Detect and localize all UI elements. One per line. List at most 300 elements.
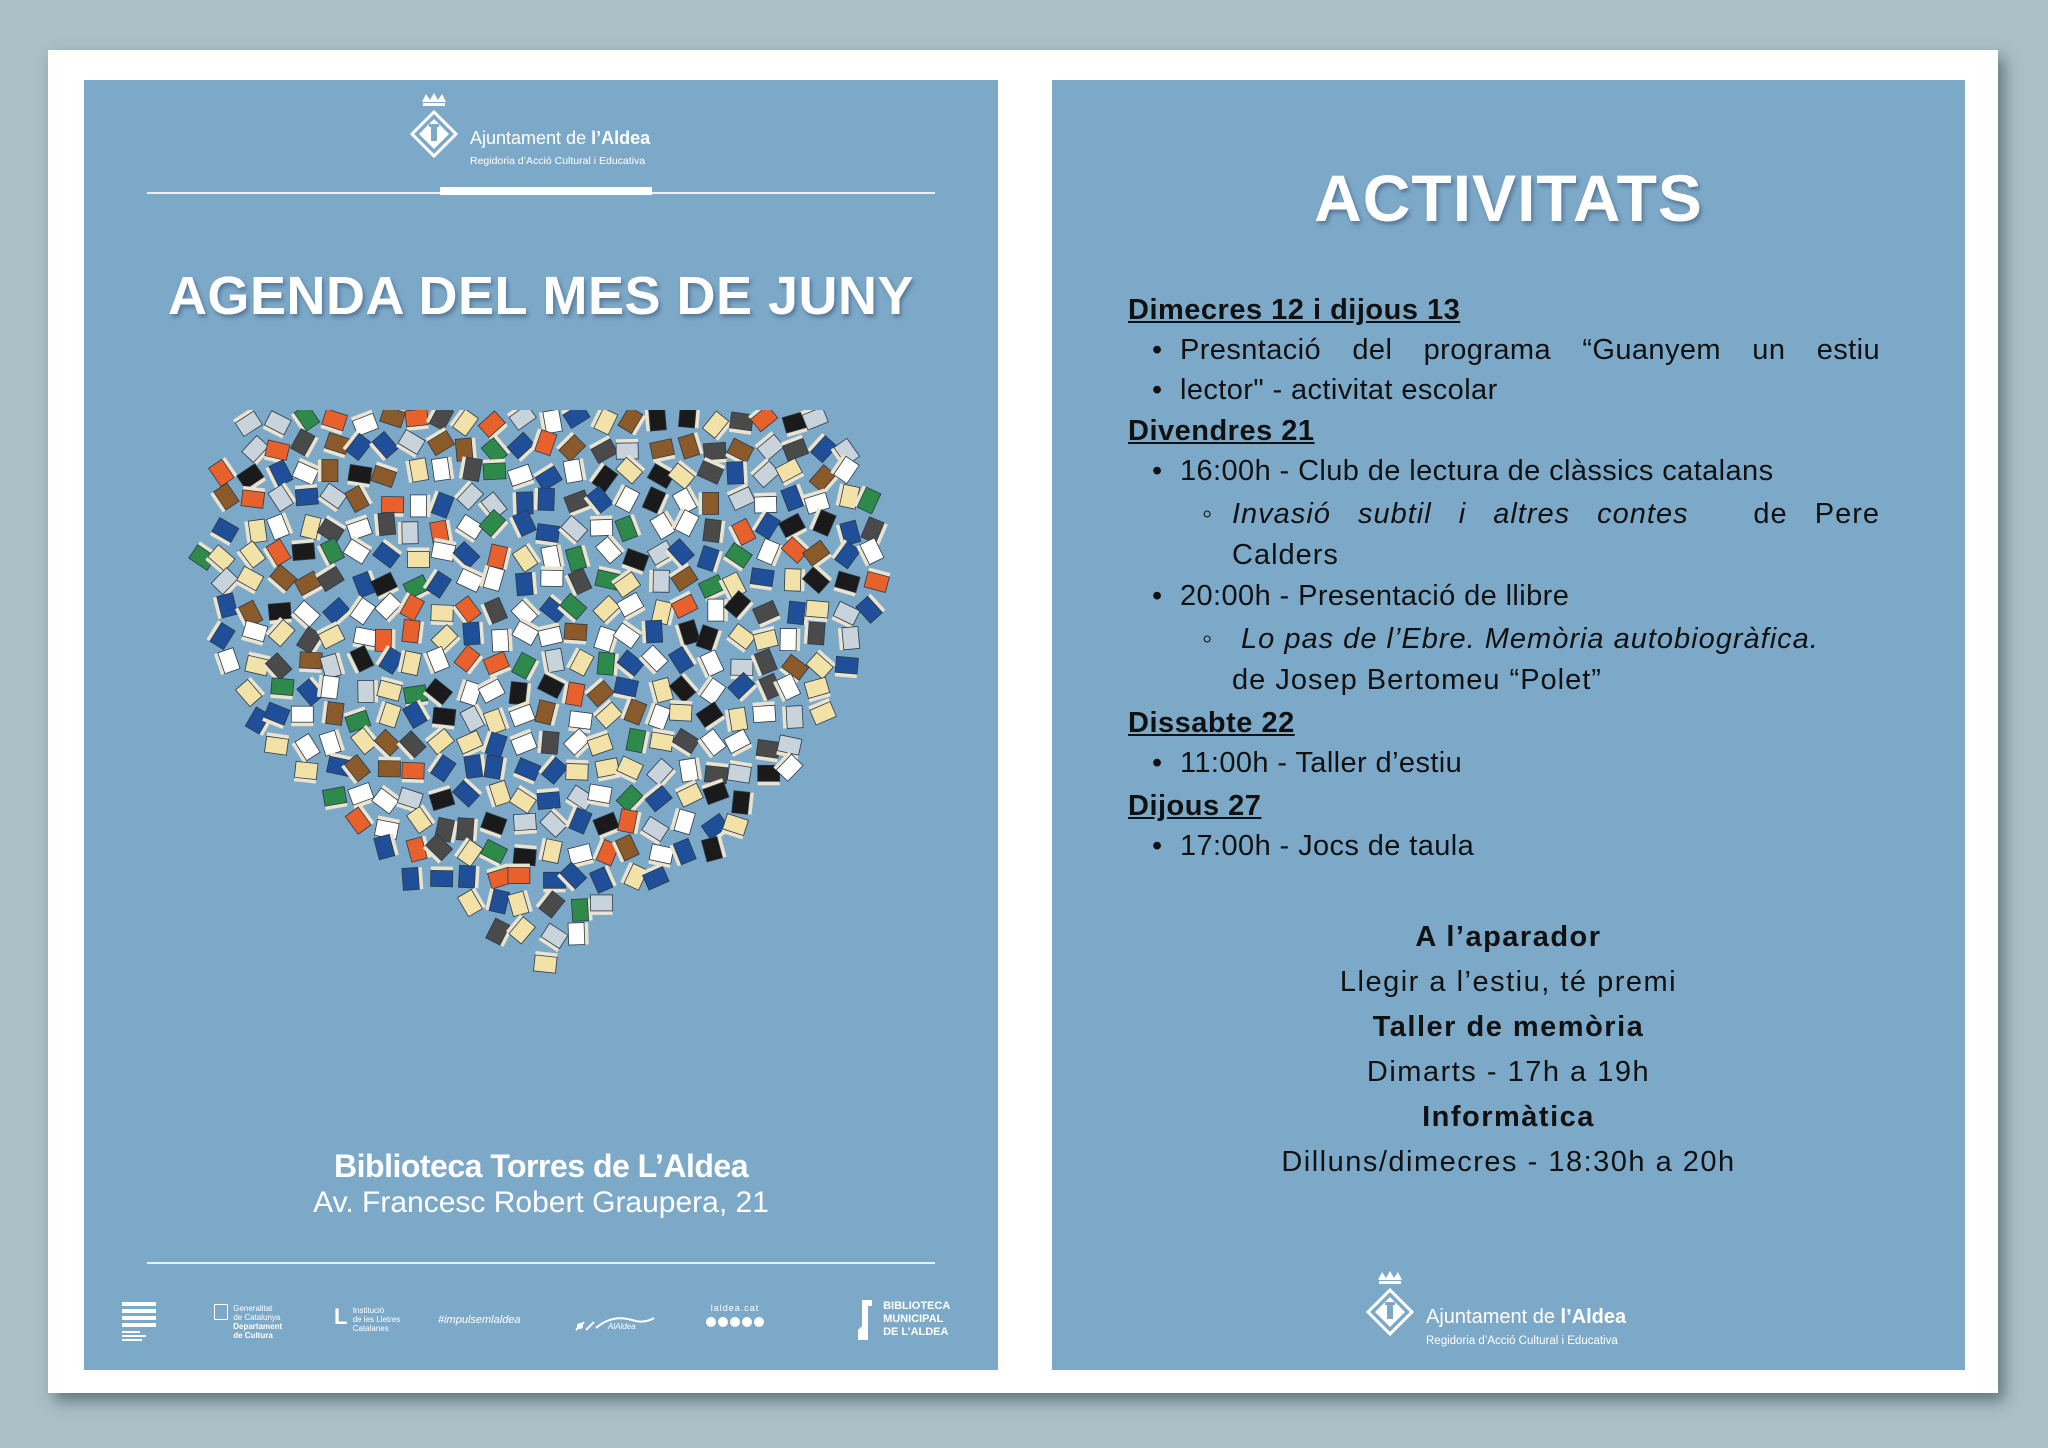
book-icon — [558, 515, 588, 545]
book-icon — [784, 569, 805, 592]
book-icon — [536, 888, 565, 918]
book-icon — [696, 650, 723, 678]
ajuntament-logo — [1362, 1270, 1626, 1347]
day-heading: Dimecres 12 i dijous 13 — [1128, 294, 1461, 326]
book-icon — [647, 758, 677, 788]
book-icon — [856, 594, 886, 624]
book-icon — [750, 568, 775, 591]
book-icon — [343, 431, 372, 461]
book-icon — [380, 410, 407, 428]
book-icon — [515, 572, 537, 596]
laldea-web-text: laldea.cat — [710, 1303, 760, 1313]
book-icon — [210, 483, 239, 512]
book-icon — [358, 680, 378, 702]
iln-line: Catalanes — [352, 1324, 389, 1333]
book-icon — [669, 700, 692, 721]
book-icon — [782, 706, 803, 729]
book-icon — [345, 805, 374, 835]
book-icon — [571, 898, 592, 921]
book-icon — [484, 755, 507, 780]
book-icon — [564, 568, 591, 596]
book-icon — [458, 865, 479, 888]
day-heading: Divendres 21 — [1128, 415, 1315, 447]
book-icon — [476, 675, 505, 703]
book-icon — [589, 435, 618, 463]
ongoing-activities — [1052, 915, 1965, 1185]
book-icon — [375, 701, 401, 728]
book-icon — [264, 440, 290, 464]
book-icon — [699, 492, 719, 514]
book-icon — [508, 864, 530, 884]
book-icon — [752, 701, 775, 722]
gencat-logo — [214, 1304, 282, 1340]
book-icon — [755, 431, 785, 460]
book-icon — [750, 458, 780, 488]
book-icon — [512, 617, 541, 645]
book-icon — [512, 652, 540, 681]
bml-line: BIBLIOTECA — [883, 1300, 951, 1312]
book-icon — [398, 522, 418, 544]
book-icon — [781, 484, 808, 512]
facebook-icon[interactable] — [706, 1317, 716, 1327]
logo-title: Ajuntament de l’Aldea — [1426, 1306, 1627, 1328]
book-icon — [621, 549, 649, 575]
book-icon — [369, 431, 399, 461]
book-icon — [732, 791, 754, 815]
book-icon — [427, 752, 456, 781]
book-icon — [617, 592, 646, 620]
sponsor-logos — [84, 1300, 998, 1356]
book-icon — [726, 624, 756, 653]
book-icon — [428, 491, 455, 519]
book-icon — [728, 518, 756, 547]
bml-line: MUNICIPAL — [883, 1313, 944, 1325]
book-icon — [806, 649, 836, 679]
book-icon — [669, 673, 699, 703]
book-icon — [483, 651, 511, 678]
book-icon — [669, 591, 698, 619]
book-icon — [645, 703, 671, 731]
book-icon — [721, 814, 748, 840]
book-icon — [805, 600, 829, 622]
book-icon — [670, 808, 695, 835]
book-icon — [804, 677, 831, 702]
book-icon — [294, 761, 318, 783]
book-icon — [561, 681, 585, 706]
book-icon — [371, 461, 398, 487]
book-icon — [263, 411, 292, 439]
book-icon — [317, 675, 340, 699]
book-icon — [618, 410, 646, 436]
book-icon — [613, 620, 642, 649]
book-icon — [537, 622, 563, 646]
book-icon — [291, 539, 315, 561]
book-icon — [723, 543, 752, 572]
twitter-icon[interactable] — [718, 1317, 728, 1327]
book-icon — [697, 546, 723, 573]
book-icon — [639, 645, 669, 675]
book-icon — [533, 462, 562, 491]
book-icon — [299, 652, 322, 673]
book-icon — [566, 647, 594, 676]
book-icon — [725, 707, 748, 732]
book-icon — [775, 458, 804, 486]
book-icon — [566, 759, 589, 780]
book-icon — [669, 563, 698, 592]
book-icon — [480, 597, 507, 625]
book-icon — [556, 432, 586, 462]
book-icon — [371, 729, 401, 759]
book-icon — [752, 626, 778, 651]
book-icon — [541, 648, 565, 673]
book-title: ◦ Invasió subtil i altres contes — [1232, 498, 1689, 530]
book-icon — [377, 676, 403, 701]
book-icon — [540, 808, 570, 838]
book-icon — [590, 865, 617, 893]
book-icon — [512, 543, 541, 572]
book-icon — [678, 410, 700, 428]
book-heart-illustration — [164, 410, 918, 1140]
book-icon — [206, 620, 235, 649]
book-icon — [478, 411, 508, 441]
book-icon — [318, 460, 338, 482]
book-icon — [697, 676, 726, 705]
activity-detail: Dimarts - 17h a 19h — [1366, 1056, 1651, 1088]
book-icon — [345, 514, 372, 540]
book-icon — [292, 458, 320, 485]
book-icon — [270, 678, 294, 700]
book-icon — [322, 787, 347, 811]
book-icon — [589, 463, 618, 493]
book-icon — [534, 488, 555, 511]
book-icon — [402, 867, 423, 890]
book-icon — [752, 600, 780, 627]
web-icon[interactable] — [754, 1317, 764, 1327]
book-icon — [456, 731, 484, 758]
day-heading: Dijous 27 — [1128, 790, 1262, 822]
book-icon — [568, 922, 589, 945]
youtube-icon[interactable] — [742, 1317, 752, 1327]
book-icon — [235, 566, 264, 594]
book-icon — [538, 838, 562, 864]
book-icon — [748, 410, 778, 432]
book-icon — [458, 888, 486, 917]
book-icon — [756, 739, 781, 762]
book-icon — [535, 700, 560, 726]
book-icon — [642, 620, 663, 643]
book-icon — [751, 649, 778, 677]
book-icon — [405, 458, 429, 483]
day-heading: Dissabte 22 — [1128, 707, 1295, 739]
bml-logo — [858, 1300, 950, 1340]
book-icon — [295, 484, 319, 506]
event-item: • 17:00h - Jocs de taula — [1128, 826, 1880, 867]
svg-text:AlAldea: AlAldea — [608, 1322, 636, 1331]
book-icon — [233, 410, 262, 437]
book-icon — [701, 835, 726, 861]
book-icon — [595, 758, 620, 782]
book-icon — [831, 539, 860, 569]
book-icon — [264, 732, 289, 755]
logo-subtitle: Regidoria d’Acció Cultural i Educativa — [1426, 1335, 1618, 1347]
book-icon — [668, 644, 697, 673]
book-icon — [351, 410, 379, 436]
book-icon — [407, 548, 429, 568]
book-icon — [213, 593, 238, 619]
gencat-line: Generalitat — [233, 1304, 273, 1313]
book-icon — [214, 648, 240, 675]
book-icon — [649, 728, 674, 752]
book-icon — [804, 622, 825, 645]
event-item: • Presntació del programa “Guanyem un estiu — [1128, 330, 1880, 371]
book-icon — [457, 818, 478, 841]
book-icon — [513, 758, 541, 785]
book-icon — [426, 410, 454, 431]
book-icon — [597, 652, 619, 676]
book-icon — [539, 923, 568, 952]
agenda-title: AGENDA DEL MES DE JUNY — [167, 266, 915, 326]
book-icon — [596, 534, 626, 564]
gencat-line: Departament — [233, 1322, 283, 1331]
book-icon — [291, 410, 320, 433]
book-icon — [670, 728, 699, 757]
book-icon — [347, 595, 376, 624]
iln-line: Institució — [352, 1306, 385, 1315]
book-icon — [615, 514, 642, 542]
gencat-line: de Catalunya — [233, 1313, 281, 1322]
book-icon — [593, 812, 621, 839]
event-item: • 20:00h - Presentació de llibre — [1128, 576, 1880, 617]
book-icon — [316, 621, 345, 649]
book-icon — [538, 755, 567, 785]
book-icon — [565, 545, 590, 572]
book-icon — [724, 729, 753, 757]
book-icon — [481, 731, 507, 758]
book-icon — [640, 816, 669, 845]
book-icon — [209, 457, 238, 486]
book-icon — [410, 495, 430, 517]
book-icon — [396, 429, 425, 457]
book-icon — [584, 486, 613, 516]
book-icon — [594, 626, 620, 653]
book-icon — [708, 599, 728, 621]
book-icon — [835, 656, 859, 678]
activity-detail: Dilluns/dimecres - 18:30h a 20h — [1281, 1146, 1736, 1178]
book-icon — [626, 728, 650, 753]
laldea-web — [706, 1304, 764, 1329]
book-icon — [537, 671, 566, 699]
book-icon — [808, 433, 838, 463]
book-icon — [463, 622, 484, 645]
iln-logo — [334, 1306, 400, 1333]
book-icon — [373, 539, 403, 568]
activity-heading: Taller de memòria — [1372, 1011, 1645, 1043]
book-icon — [485, 888, 509, 914]
book-icon — [454, 837, 483, 866]
book-icon — [425, 427, 454, 455]
book-icon — [781, 435, 809, 462]
book-icon — [537, 731, 559, 755]
book-icon — [492, 629, 513, 652]
book-icon — [432, 707, 456, 729]
iln-line: de les Lletres — [352, 1315, 401, 1324]
book-icon — [678, 432, 704, 459]
book-icon — [241, 486, 265, 509]
book-icon — [509, 729, 537, 756]
book-icon — [347, 464, 372, 487]
book-icon — [669, 838, 696, 866]
town-crest-icon — [406, 92, 462, 160]
book-icon — [803, 540, 833, 569]
book-icon — [266, 512, 293, 540]
book-icon — [397, 731, 427, 761]
book-icon — [479, 812, 507, 838]
book-icon — [507, 464, 534, 490]
footer-divider — [147, 1262, 935, 1264]
book-icon — [757, 538, 784, 566]
book-icon — [452, 596, 481, 626]
book-icon — [454, 645, 483, 675]
book-icon — [643, 782, 673, 811]
book-icon — [671, 508, 699, 537]
biblioteques-logo — [122, 1302, 158, 1344]
gencat-line: de Cultura — [233, 1331, 273, 1340]
book-icon — [650, 439, 676, 463]
book-icon — [679, 757, 702, 782]
divider-accent — [440, 187, 652, 195]
book-icon — [593, 596, 623, 626]
book-icon — [428, 785, 455, 811]
book-icon — [612, 834, 639, 862]
book-icon — [431, 457, 454, 482]
book-icon — [537, 788, 561, 810]
book-icon — [616, 439, 638, 459]
logo-subtitle: Regidoria d’Acció Cultural i Educativa — [470, 155, 646, 167]
ajuntament-logo — [406, 92, 650, 167]
book-icon — [507, 410, 537, 430]
book-icon — [291, 706, 313, 726]
book-icon — [535, 524, 560, 547]
book-icon — [456, 679, 482, 706]
activity-heading: Informàtica — [1422, 1101, 1595, 1133]
hashtag: #impulsemlaldea — [438, 1314, 521, 1326]
book-icon — [864, 567, 890, 592]
book-icon — [265, 460, 293, 489]
book-icon — [642, 487, 669, 515]
activity-detail: Llegir a l’estiu, té premi — [1339, 966, 1678, 998]
book-icon — [586, 730, 613, 756]
book-icon — [697, 729, 726, 759]
book-icon — [290, 429, 318, 458]
book-icon — [513, 813, 536, 834]
library-address: Av. Francesc Robert Graupera, 21 — [313, 1186, 769, 1219]
book-icon — [460, 704, 488, 733]
book-icon — [319, 729, 345, 756]
book-icon — [267, 564, 297, 594]
book-icon — [727, 483, 755, 510]
book-icon — [244, 519, 267, 544]
event-item-text: lector" - activitat escolar — [1180, 374, 1498, 406]
book-icon — [236, 677, 266, 707]
book-icon — [615, 650, 645, 679]
book-icon — [668, 460, 698, 489]
activities-title: ACTIVITATS — [1314, 161, 1703, 235]
book-icon — [402, 619, 425, 643]
book-icon — [752, 510, 781, 539]
book-icon — [452, 778, 482, 808]
book-icon — [808, 698, 836, 725]
events-list — [1128, 290, 1880, 867]
book-icon — [613, 677, 639, 701]
gencat-icon — [214, 1304, 228, 1320]
book-icon — [780, 628, 800, 650]
book-icon — [612, 484, 640, 513]
book-icon — [210, 518, 239, 546]
book-icon — [431, 605, 454, 626]
event-item: • 11:00h - Taller d’estiu — [1128, 743, 1880, 784]
book-icon — [374, 512, 396, 536]
book-icon — [563, 458, 587, 483]
book-icon — [318, 483, 347, 512]
book-author: de Pere — [1753, 498, 1880, 530]
book-icon — [372, 785, 402, 814]
book-icon — [618, 809, 642, 834]
event-item: • 16:00h - Club de lectura de clàssics catalans — [1128, 451, 1880, 492]
instagram-icon[interactable] — [730, 1317, 740, 1327]
book-icon — [322, 701, 345, 725]
book-icon — [675, 620, 701, 647]
book-icon — [405, 410, 429, 431]
book-icon — [615, 756, 643, 783]
town-crest-icon — [1362, 1270, 1418, 1338]
cover-panel — [84, 80, 998, 1370]
book-icon — [834, 571, 861, 596]
book-icon — [703, 519, 726, 543]
book-icon — [831, 601, 860, 629]
book-icon — [464, 754, 487, 779]
book-icon — [649, 570, 669, 592]
book-icon — [292, 734, 321, 763]
event-subitem — [1128, 619, 1880, 701]
book-author-continued: Calders — [1232, 539, 1339, 571]
book-icon — [696, 625, 722, 652]
book-icon — [561, 410, 590, 429]
book-icon — [236, 541, 265, 571]
book-author: de Josep Bertomeu “Polet” — [1232, 664, 1602, 696]
book-icon — [449, 410, 478, 436]
book-icon — [459, 456, 483, 481]
iln-icon: L — [334, 1304, 348, 1329]
book-icon — [696, 702, 725, 731]
book-icon — [291, 600, 321, 630]
book-icon — [268, 482, 297, 511]
book-icon — [648, 678, 673, 704]
book-icon — [455, 514, 484, 543]
book-icon — [320, 410, 347, 435]
book-icon — [483, 459, 506, 480]
event-subitem — [1128, 494, 1880, 576]
book-icon — [591, 895, 613, 915]
library-name: Biblioteca Torres de L’Aldea — [334, 1148, 748, 1184]
book-icon — [506, 914, 535, 944]
book-icon — [485, 780, 511, 807]
book-icon — [479, 839, 508, 867]
book-icon — [557, 593, 587, 623]
book-icon — [564, 490, 592, 517]
biblioteques-icon — [122, 1302, 158, 1342]
lin-aldea-logo — [572, 1310, 656, 1338]
book-icon — [378, 757, 400, 777]
